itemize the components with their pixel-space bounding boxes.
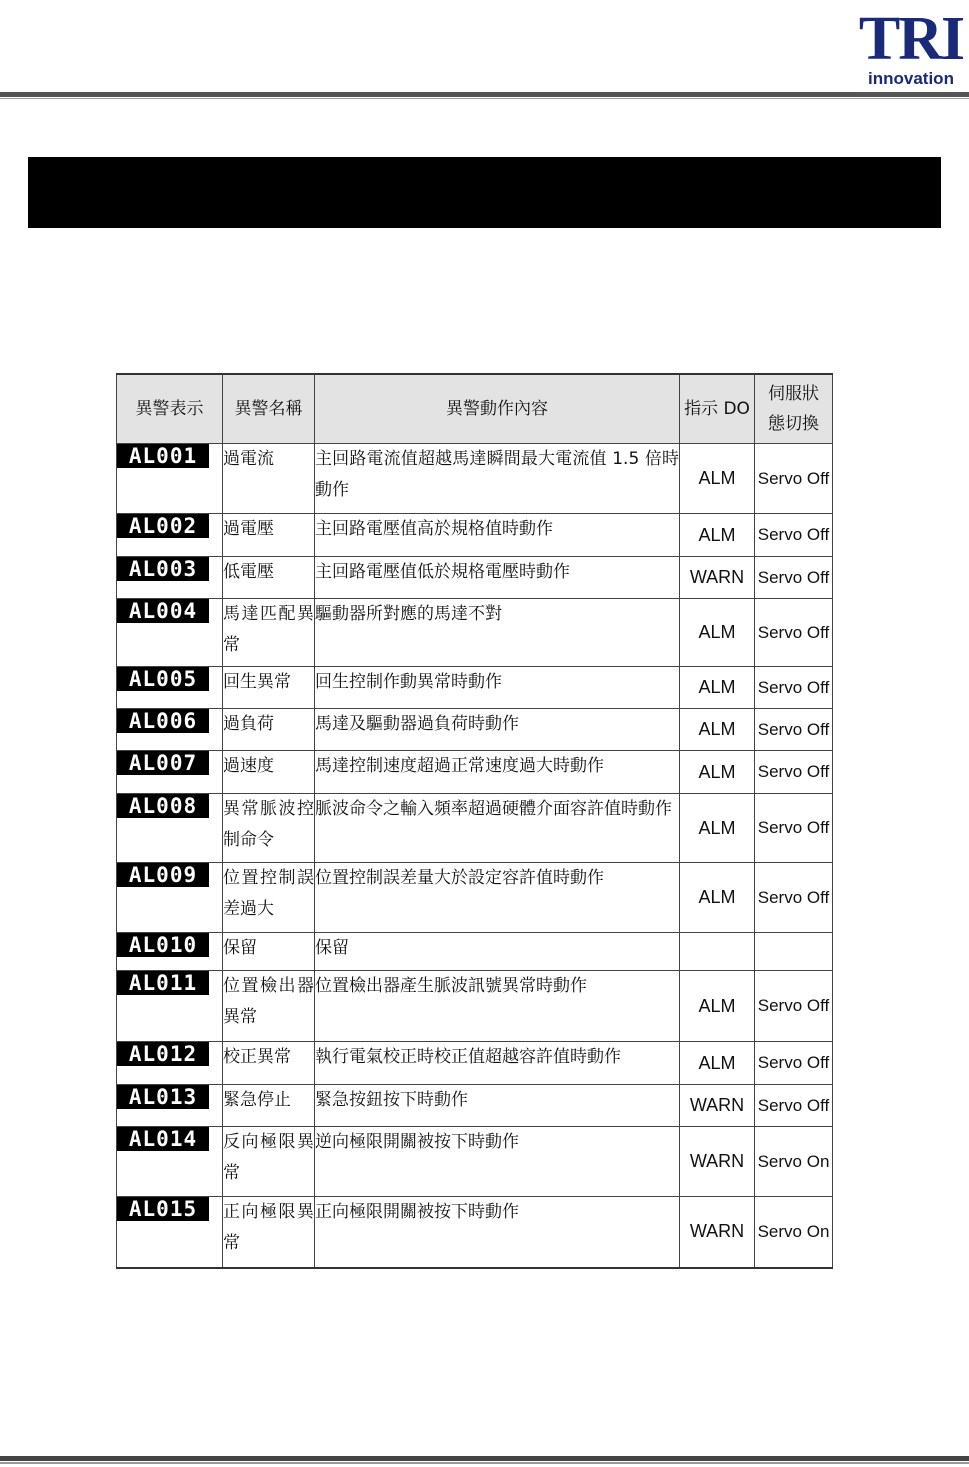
alarm-code-display [117,514,223,557]
table-row [117,751,833,794]
alarm-description: 主回路電流值超越馬達瞬間最大電流值 1.5 倍時動作 [315,444,680,514]
alarm-table [116,373,833,1269]
alarm-description: 位置檢出器產生脈波訊號異常時動作 [315,971,680,1042]
servo-state: Servo Off [755,1042,833,1085]
logo-main-text: TRI [858,5,964,73]
servo-state: Servo On [755,1127,833,1197]
alarm-description: 驅動器所對應的馬達不對 [315,599,680,667]
alarm-do-output: ALM [680,863,755,933]
header-servo-text: 伺服狀態切換 [768,384,819,434]
table-row [117,444,833,514]
alarm-code-display [117,794,223,863]
table-header-row [117,374,833,444]
table-row [117,933,833,971]
seven-segment-code: AL006 [117,709,209,733]
servo-state: Servo Off [755,971,833,1042]
table-row [117,709,833,751]
alarm-code-display [117,709,223,751]
alarm-do-output: ALM [680,709,755,751]
alarm-name: 馬達匹配異常 [223,599,315,667]
alarm-description: 主回路電壓值高於規格值時動作 [315,514,680,557]
table-row [117,1085,833,1127]
seven-segment-code: AL004 [117,599,209,623]
alarm-name: 反向極限異常 [223,1127,315,1197]
alarm-name: 回生異常 [223,667,315,709]
seven-segment-code: AL005 [117,667,209,691]
alarm-code-display [117,863,223,933]
alarm-description: 主回路電壓值低於規格電壓時動作 [315,557,680,599]
alarm-name: 位置控制誤差過大 [223,863,315,933]
alarm-description: 脈波命令之輸入頻率超過硬體介面容許值時動作 [315,794,680,863]
alarm-do-output [680,933,755,971]
alarm-do-output: ALM [680,971,755,1042]
table-row [117,514,833,557]
alarm-code-display [117,1042,223,1085]
alarm-description: 回生控制作動異常時動作 [315,667,680,709]
section-title-bar [28,157,941,228]
header-name: 異警名稱 [223,374,315,444]
alarm-do-output: ALM [680,444,755,514]
alarm-do-output: ALM [680,514,755,557]
header-action: 異警動作內容 [315,374,680,444]
alarm-do-output: WARN [680,557,755,599]
servo-state: Servo Off [755,667,833,709]
header-servo [755,374,833,444]
alarm-description: 馬達及驅動器過負荷時動作 [315,709,680,751]
seven-segment-code: AL009 [117,863,209,887]
alarm-code-display [117,1085,223,1127]
alarm-code-display [117,933,223,971]
header-rule-thin [0,98,969,99]
servo-state: Servo Off [755,863,833,933]
table-row [117,863,833,933]
seven-segment-code: AL008 [117,794,209,818]
table-row [117,599,833,667]
alarm-code-display [117,971,223,1042]
alarm-name: 緊急停止 [223,1085,315,1127]
alarm-code-display [117,557,223,599]
alarm-name: 位置檢出器異常 [223,971,315,1042]
table-row [117,1197,833,1268]
alarm-do-output: WARN [680,1085,755,1127]
alarm-do-output: ALM [680,794,755,863]
alarm-code-display [117,599,223,667]
servo-state: Servo Off [755,557,833,599]
alarm-name: 校正異常 [223,1042,315,1085]
alarm-name: 正向極限異常 [223,1197,315,1268]
alarm-name: 異常脈波控制命令 [223,794,315,863]
servo-state: Servo Off [755,709,833,751]
alarm-do-output: ALM [680,1042,755,1085]
alarm-code-display [117,751,223,794]
alarm-description: 正向極限開關被按下時動作 [315,1197,680,1268]
alarm-do-output: ALM [680,667,755,709]
seven-segment-code: AL011 [117,971,209,995]
table-row [117,794,833,863]
servo-state: Servo Off [755,514,833,557]
alarm-do-output: WARN [680,1197,755,1268]
alarm-name: 保留 [223,933,315,971]
alarm-description: 馬達控制速度超過正常速度過大時動作 [315,751,680,794]
header-do: 指示 DO [680,374,755,444]
seven-segment-code: AL007 [117,751,209,775]
alarm-do-output: ALM [680,751,755,794]
servo-state: Servo Off [755,794,833,863]
table-row [117,1127,833,1197]
table-row [117,1042,833,1085]
header-rule [0,92,969,97]
alarm-description: 緊急按鈕按下時動作 [315,1085,680,1127]
alarm-description: 執行電氣校正時校正值超越容許值時動作 [315,1042,680,1085]
alarm-name: 過速度 [223,751,315,794]
servo-state: Servo On [755,1197,833,1268]
seven-segment-code: AL003 [117,557,209,581]
servo-state: Servo Off [755,444,833,514]
alarm-name: 過負荷 [223,709,315,751]
table-row [117,667,833,709]
alarm-name: 過電流 [223,444,315,514]
alarm-code-display [117,1197,223,1268]
servo-state: Servo Off [755,599,833,667]
footer-rule-thin [0,1462,969,1464]
logo-sub-text: innovation [868,69,954,88]
alarm-name: 低電壓 [223,557,315,599]
servo-state [755,933,833,971]
table-row [117,971,833,1042]
alarm-do-output: ALM [680,599,755,667]
seven-segment-code: AL010 [117,933,209,957]
alarm-name: 過電壓 [223,514,315,557]
alarm-description: 保留 [315,933,680,971]
seven-segment-code: AL012 [117,1042,209,1066]
seven-segment-code: AL002 [117,514,209,538]
alarm-description: 逆向極限開關被按下時動作 [315,1127,680,1197]
alarm-do-output: WARN [680,1127,755,1197]
alarm-code-display [117,1127,223,1197]
servo-state: Servo Off [755,751,833,794]
alarm-code-display [117,667,223,709]
servo-state: Servo Off [755,1085,833,1127]
alarm-description: 位置控制誤差量大於設定容許值時動作 [315,863,680,933]
company-logo [856,6,966,88]
seven-segment-code: AL014 [117,1127,209,1151]
header-code: 異警表示 [117,374,223,444]
footer-rule [0,1456,969,1461]
seven-segment-code: AL001 [117,444,209,468]
table-row [117,557,833,599]
seven-segment-code: AL013 [117,1085,209,1109]
seven-segment-code: AL015 [117,1197,209,1221]
alarm-code-display [117,444,223,514]
